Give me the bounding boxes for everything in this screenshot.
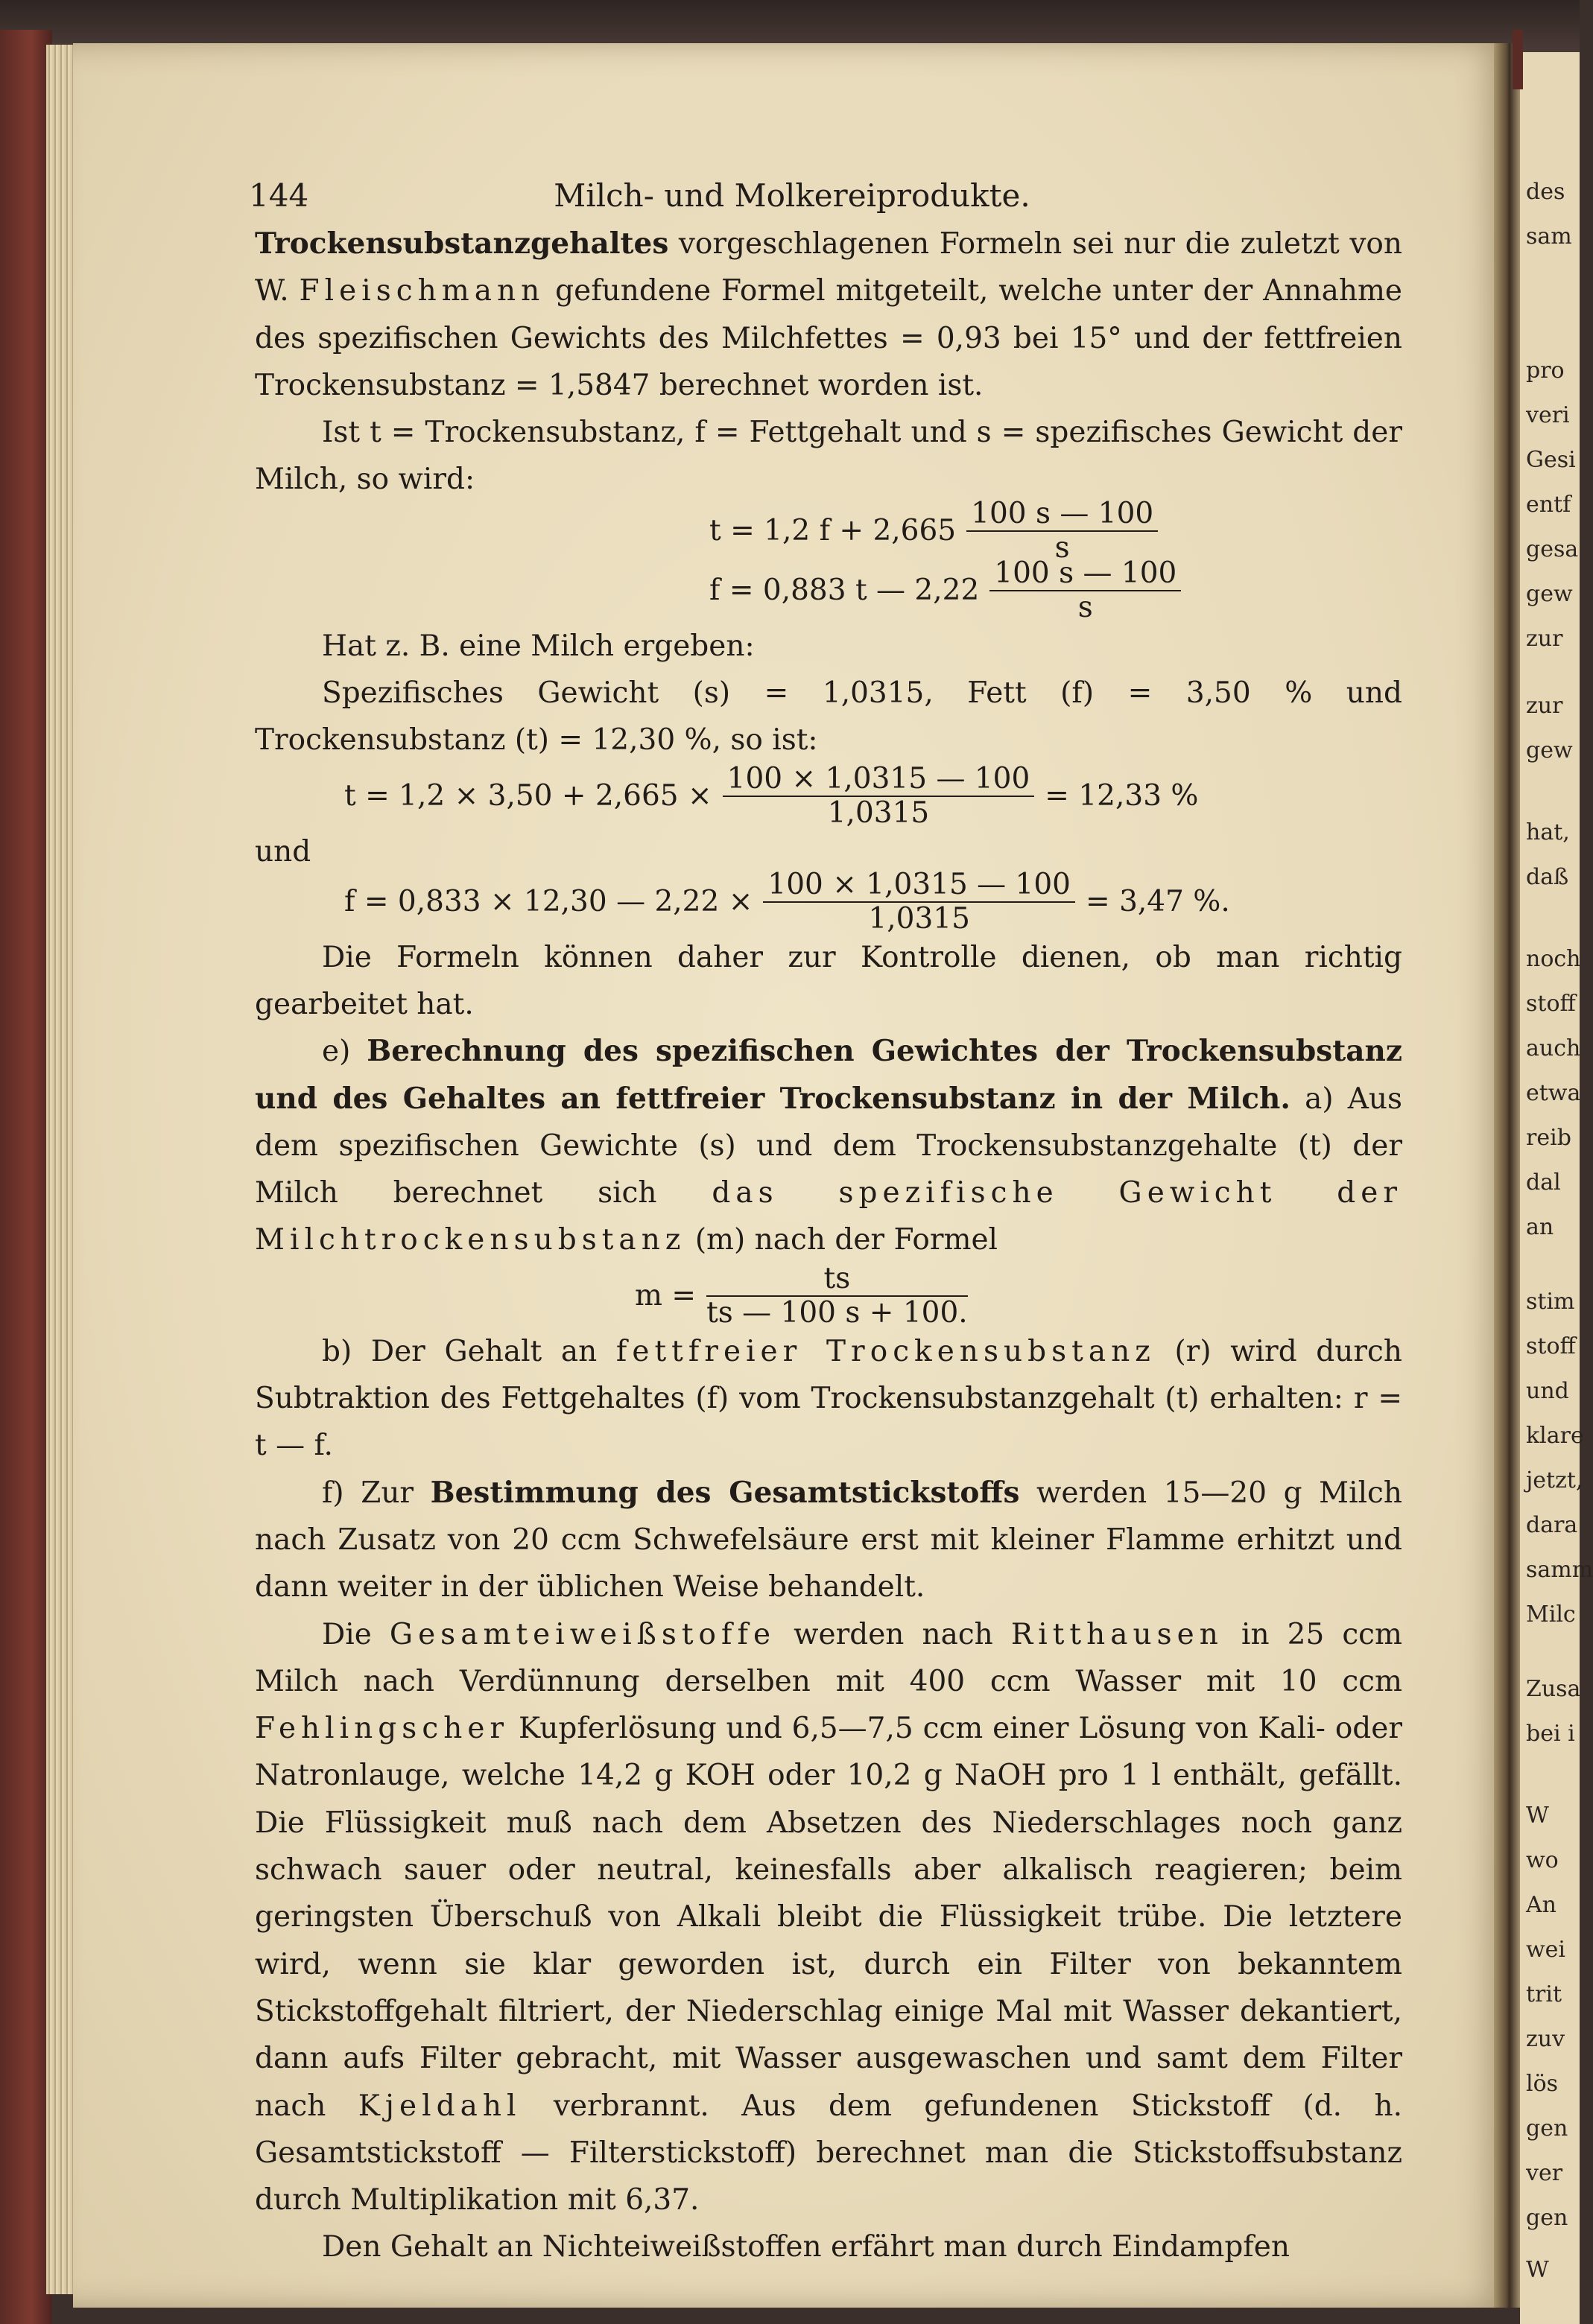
next-page-fragment: Zusa [1526, 1676, 1581, 1702]
next-page-fragment: gen [1526, 2205, 1568, 2231]
fraction-denominator: 1,0315 [868, 901, 970, 936]
next-page-fragment: und [1526, 1378, 1569, 1404]
text-run: b) Der Gehalt an [322, 1334, 616, 1368]
next-page-fragment: bei i [1526, 1721, 1575, 1747]
next-page-fragment: trit [1526, 1981, 1562, 2007]
next-page-fragment: veri [1526, 402, 1570, 428]
next-page-fragment: noch [1526, 946, 1581, 972]
fraction [763, 869, 1075, 936]
text-run: Kupferlösung und 6,5—7,5 ccm einer Lösung von Kali- oder Natronlauge, welche 14,2 g KOH oder 10,2 g NaOH pro 1 l enthält, gefällt. Die Flüssigkeit muß nach dem Absetzen des Niederschlages noch ganz schwach sauer oder neutral, keinesfalls aber alkalisch reagieren; beim geringsten Überschuß von Alkali bleibt die Flüssigkeit trübe. Die letztere wird, wenn sie klar geworden ist, durch ein Filter von bekanntem Stickstoffgehalt filtriert, der Niederschlag einige Mal mit Wasser dekantiert, dann aufs Filter gebracht, mit Wasser ausgewaschen und samt dem Filter nach [255, 1712, 1402, 2123]
paragraph-nonprotein: Den Gehalt an Nichteiweißstoffen erfährt man durch Eindampfen [322, 2230, 1290, 2264]
paragraph-example: Hat z. B. eine Milch ergeben: [322, 629, 755, 663]
fraction [723, 763, 1035, 830]
next-page-fragment: etwa [1526, 1080, 1581, 1106]
next-page-fragment: ver [1526, 2160, 1563, 2186]
formula-left: t = 1,2 f + 2,665 [709, 514, 957, 548]
fraction-numerator: 100 s — 100 [966, 498, 1158, 532]
spaced-name: Ritthausen [1010, 1617, 1223, 1651]
next-page-fragment: Gesi [1526, 447, 1576, 473]
next-page-fragment: dara [1526, 1512, 1578, 1538]
next-page-fragment: pro [1526, 358, 1565, 384]
spaced-name: Kjeldahl [358, 2089, 522, 2123]
text-run: werden 15—20 g Milch nach Zusatz von 20 ccm Schwefelsäure erst mit kleiner Flamme erhitzt und dann weiter in der üblichen Weise behandelt. [255, 1476, 1402, 1604]
next-page-fragment: W [1526, 1803, 1549, 1829]
formula-f [709, 556, 1402, 624]
page-number: 144 [249, 177, 309, 214]
next-page-fragment: zur [1526, 693, 1563, 719]
next-page-fragment: gew [1526, 737, 1573, 763]
next-page-fragment: hat, [1526, 819, 1570, 845]
next-page-fragment: sam [1526, 223, 1572, 250]
text-run: a) Aus dem spezifischen Gewichte (s) und dem Trockensubstanzgehalte (t) der Milch berechnet sich [255, 1082, 1403, 1210]
next-page-fragment: dal [1526, 1169, 1561, 1196]
spaced-name: Fleischmann [299, 274, 545, 308]
next-page-fragment: An [1526, 1892, 1556, 1918]
fraction-numerator: 100 × 1,0315 — 100 [763, 869, 1075, 903]
formula-left: m = [635, 1279, 697, 1313]
next-page-fragment: stoff [1526, 991, 1576, 1017]
next-page-fragment: zur [1526, 626, 1563, 652]
next-page-fragment: auch [1526, 1035, 1581, 1061]
next-page-fragment: gen [1526, 2115, 1568, 2142]
text-run: (m) nach der Formel [685, 1223, 998, 1257]
text-run: vorgeschlagenen Formeln sei nur die zuletzt von W. [255, 227, 1402, 308]
next-page-fragment: gesa [1526, 536, 1579, 562]
text-run: gefundene Formel mitgeteilt, welche unter der Annahme des spezifischen Gewichts des Milchfettes = 0,93 bei 15° und der fettfreien Trockensubstanz = 1,5847 berechnet worden ist. [255, 274, 1403, 402]
next-page-fragment: stoff [1526, 1333, 1576, 1359]
fraction-numerator: ts [706, 1263, 968, 1297]
fraction-numerator: 100 s — 100 [989, 557, 1181, 591]
spaced-name: Fehlingscher [255, 1712, 510, 1746]
section-label: e) [322, 1035, 367, 1069]
next-page-fragment: klare [1526, 1423, 1584, 1449]
paragraph-example-values: Spezifisches Gewicht (s) = 1,0315, Fett (f) = 3,50 % und Trockensubstanz (t) = 12,30 %, so ist: [255, 676, 1402, 758]
section-e-b [255, 1328, 1402, 1470]
text-run: f) Zur [322, 1476, 431, 1510]
fraction [989, 557, 1181, 624]
next-page-fragment: Milc [1526, 1601, 1576, 1628]
formula-m [635, 1261, 1402, 1330]
section-f [255, 1470, 1402, 1611]
paragraph-formulas-intro [255, 220, 1402, 409]
fraction-denominator: s [1054, 530, 1070, 565]
formula-example-f [344, 867, 1402, 936]
formula-t [709, 496, 1402, 565]
formula-result: = 3,47 %. [1086, 885, 1230, 919]
next-page-fragment: stim [1526, 1289, 1575, 1315]
next-page-fragment: zuv [1526, 2026, 1565, 2052]
fraction [706, 1263, 968, 1330]
formula-example-t [344, 761, 1402, 830]
fraction-denominator: s [1077, 590, 1093, 624]
page-edges [46, 45, 76, 2294]
spaced-term: Gesamteiweißstoffe [389, 1617, 776, 1651]
word-und: und [255, 834, 311, 869]
paragraph-control: Die Formeln können daher zur Kontrolle dienen, ob man richtig gearbeitet hat. [255, 940, 1402, 1021]
next-page-fragment: samm [1526, 1557, 1593, 1583]
fraction-denominator: 1,0315 [827, 796, 930, 830]
paragraph-variables: Ist t = Trockensubstanz, f = Fettgehalt und s = spezifisches Gewicht der Milch, so wird: [255, 416, 1402, 497]
spaced-term: fettfreier Trockensubstanz [615, 1334, 1156, 1368]
next-page-fragment: lös [1526, 2071, 1559, 2097]
next-page-fragment: wo [1526, 1847, 1559, 1873]
fraction-denominator: ts — 100 s + 100. [706, 1295, 968, 1330]
section-heading: Bestimmung des Gesamtstickstoffs [430, 1475, 1020, 1510]
next-page-fragment: daß [1526, 864, 1569, 890]
section-e [255, 1028, 1402, 1263]
book-cover-right [1513, 30, 1523, 89]
next-page-fragment: jetzt, [1526, 1467, 1583, 1493]
fraction [966, 498, 1158, 565]
next-page-edge [1520, 52, 1593, 2324]
text-run: verbrannt. Aus dem gefundenen Stickstoff (d. h. Gesamtstickstoff — Filterstickstoff) berechnet man die Stickstoffsubstanz durch Multiplikation mit 6,37. [255, 2089, 1402, 2217]
next-page-fragment: des [1526, 179, 1565, 205]
text-run: in 25 ccm Milch nach Verdünnung derselben mit 400 ccm Wasser mit 10 ccm [255, 1617, 1403, 1698]
text-run: (r) wird durch Subtraktion des Fettgehaltes (f) vom Trockensubstanzgehalt (t) erhalten: r = t — f. [255, 1334, 1402, 1463]
page-body [255, 220, 1402, 2271]
next-page-fragment: gew [1526, 581, 1573, 607]
next-page-fragment: reib [1526, 1125, 1571, 1151]
book-cover-left [0, 30, 52, 2324]
formula-left: f = 0,883 t — 2,22 [709, 574, 980, 608]
next-page-fragment: an [1526, 1214, 1554, 1240]
section-heading: Berechnung des spezifischen Gewichtes der Trockensubstanz und des Gehaltes an fettfreier Trockensubstanz in der Milch. [255, 1034, 1402, 1116]
spaced-term: das spezifische Gewicht der Milchtrockensubstanz [255, 1176, 1402, 1257]
text-run: werden nach [776, 1617, 1011, 1651]
fraction-numerator: 100 × 1,0315 — 100 [723, 763, 1035, 797]
next-page-fragment: wei [1526, 1937, 1566, 1963]
formula-left: t = 1,2 × 3,50 + 2,665 × [344, 779, 712, 813]
bold-term: Trockensubstanzgehaltes [255, 226, 669, 261]
paragraph-protein [255, 1611, 1402, 2224]
next-page-fragment: entf [1526, 492, 1571, 518]
running-title: Milch- und Molkereiprodukte. [554, 177, 1030, 214]
next-page-fragment: W [1526, 2257, 1549, 2283]
text-run: Die [322, 1617, 390, 1651]
book-gutter [1494, 43, 1522, 2308]
formula-left: f = 0,833 × 12,30 — 2,22 × [344, 885, 753, 919]
formula-result: = 12,33 % [1045, 779, 1199, 813]
